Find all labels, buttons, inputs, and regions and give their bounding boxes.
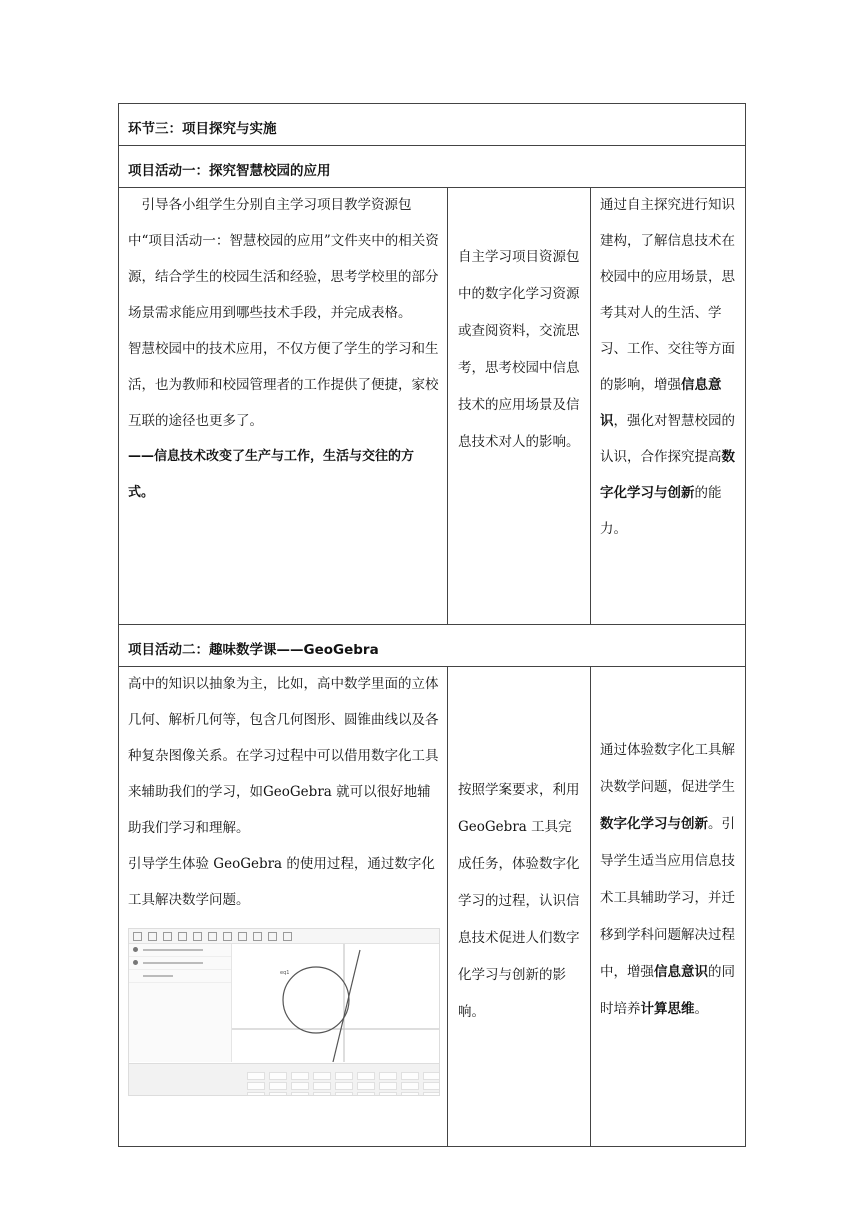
- activity2-intent-part4: 。: [694, 1001, 708, 1017]
- activity1-intent-part1: 通过自主探究进行知识建构，了解信息技术在校园中的应用场景，思考其对人的生活、学习、工作、交往等方面的影响，增强: [600, 197, 735, 393]
- activity1-intent-keyword2: 数字化学习与创新: [600, 449, 735, 501]
- activity1-student-text: 自主学习项目资源包中的数字化学习资源或查阅资料，交流思考，思考校园中信息技术的应用场景及信息技术对人的影响。: [458, 249, 580, 450]
- geogebra-screenshot: [128, 928, 440, 1096]
- activity2-header: 项目活动二：趣味数学课——GeoGebra: [119, 625, 746, 667]
- lesson-plan-table: [118, 103, 746, 1147]
- activity2-intent-part1: 通过体验数字化工具解决数学问题，促进学生: [600, 742, 735, 795]
- activity2-guide-text: 引导学生体验 GeoGebra 的使用过程，通过数字化工具解决数学问题。: [128, 856, 435, 908]
- activity1-intent-text: [600, 187, 737, 547]
- geogebra-graph-view: [232, 944, 439, 1062]
- activity1-intent-keyword1: 信息意识: [600, 377, 722, 429]
- activity2-student-text: 按照学案要求，利用 GeoGebra 工具完成任务，体验数字化学习的过程，认识信息技术促进人们数字化学习与创新的影响。: [458, 782, 580, 1020]
- geogebra-keyboard: [129, 1063, 439, 1095]
- activity2-teacher-cell: [119, 667, 448, 1147]
- activity2-intent-cell: [591, 667, 746, 1147]
- activity2-intent-keyword2: 信息意识: [654, 964, 708, 980]
- activity2-intent-text: [600, 732, 737, 1028]
- svg-text:eq1: eq1: [280, 970, 290, 976]
- activity1-intent-part3: 的能力。: [600, 485, 722, 537]
- activity1-student-cell: [448, 188, 591, 625]
- activity1-teacher-cell: [119, 188, 448, 625]
- activity1-quote-text: ——信息技术改变了生产与工作，生活与交往的方式。: [128, 449, 415, 500]
- geogebra-algebra-view: [129, 944, 232, 1062]
- geogebra-toolbar: [129, 929, 439, 944]
- activity1-intent-cell: [591, 188, 746, 625]
- activity1-summary-text: 智慧校园中的技术应用，不仅方便了学生的学习和生活，也为教师和校园管理者的工作提供了便捷，家校互联的途径也更多了。: [128, 341, 439, 429]
- section-header: 环节三：项目探究与实施: [119, 104, 746, 146]
- activity2-student-cell: [448, 667, 591, 1147]
- activity2-intent-keyword3: 计算思维: [640, 1001, 695, 1017]
- activity2-intent-part2: 。引导学生适当应用信息技术工具辅助学习，并迁移到学科问题解决过程中，增强: [600, 816, 735, 980]
- activity2-intent-part3: 的同时培养: [600, 964, 735, 1017]
- activity2-intent-keyword1: 数字化学习与创新: [600, 816, 708, 832]
- activity1-header: 项目活动一：探究智慧校园的应用: [119, 146, 746, 188]
- activity1-guide-text: 引导各小组学生分别自主学习项目教学资源包中“项目活动一：智慧校园的应用”文件夹中的相关资源，结合学生的校园生活和经验，思考学校里的部分场景需求能应用到哪些技术手段，并完成表格。: [128, 197, 439, 321]
- activity2-intro-text: 高中的知识以抽象为主，比如，高中数学里面的立体几何、解析几何等，包含几何图形、圆锥曲线以及各种复杂图像关系。在学习过程中可以借用数字化工具来辅助我们的学习，如GeoGebra 就可以很好地辅助我们学习和理解。: [128, 676, 439, 836]
- activity1-intent-part2: ，强化对智慧校园的认识，合作探究提高: [600, 413, 735, 465]
